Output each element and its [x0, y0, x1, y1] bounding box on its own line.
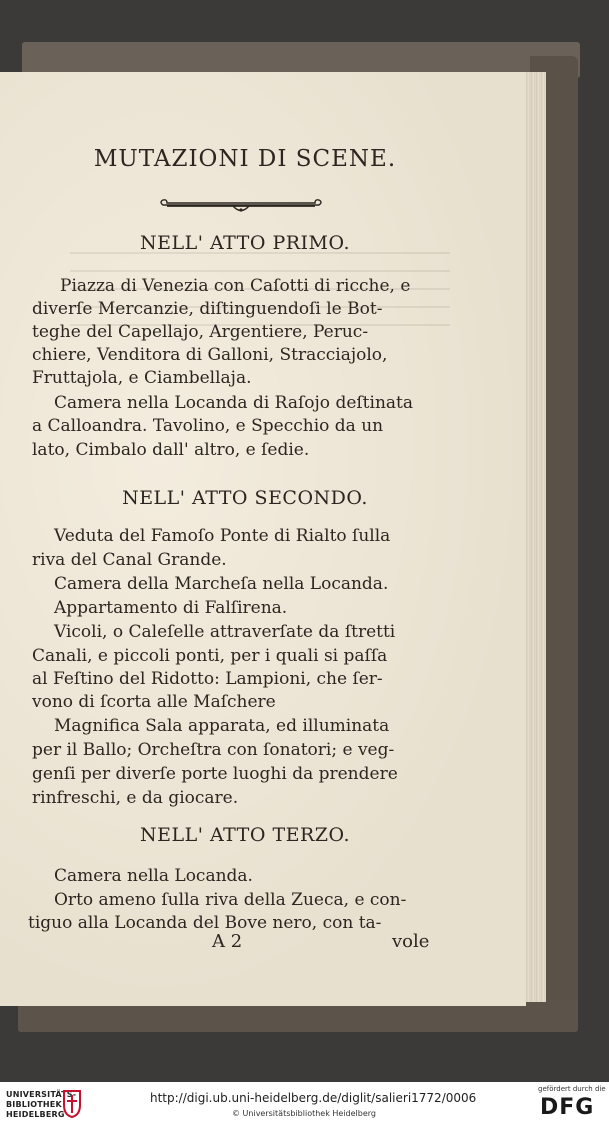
- catchword: vole: [392, 931, 430, 952]
- text-line: Camera della Marcheſa nella Locanda.: [54, 574, 389, 594]
- text-line: Vicoli, o Caleſelle attraverſate da ſtretti: [54, 622, 396, 642]
- text-line: al Feſtino del Ridotto: Lampioni, che ſer-: [32, 669, 383, 689]
- text-line: a Calloandra. Tavolino, e Specchio da un: [32, 416, 384, 436]
- text-line: Camera nella Locanda.: [54, 866, 253, 886]
- footer-bar: [0, 1082, 609, 1126]
- text-line: Orto ameno ſulla riva della Zueca, e con-: [54, 890, 407, 910]
- text-line: vono di ſcorta alle Maſchere: [32, 692, 276, 712]
- text-line: teghe del Capellajo, Argentiere, Peruc-: [32, 322, 369, 342]
- section-heading: NELL' ATTO SECONDO.: [122, 487, 368, 509]
- dfg-logo[interactable]: DFG: [540, 1095, 595, 1120]
- text-line: Magnifica Sala apparata, ed illuminata: [54, 716, 390, 736]
- ornament-divider-icon: [157, 197, 325, 217]
- text-line: chiere, Venditora di Galloni, Stracciajolo,: [32, 345, 388, 365]
- logo-line: HEIDELBERG: [6, 1110, 65, 1119]
- text-line: lato, Cimbalo dall' altro, e ſedie.: [32, 440, 310, 460]
- text-line: rinfreschi, e da giocare.: [32, 788, 239, 808]
- page-title: MUTAZIONI DI SCENE.: [93, 146, 397, 172]
- permalink-url[interactable]: http://digi.ub.uni-heidelberg.de/diglit/salieri1772/0006: [150, 1091, 477, 1105]
- text-line: Veduta del Famoſo Ponte di Rialto ſulla: [54, 526, 391, 546]
- text-line: per il Ballo; Orcheſtra con ſonatori; e veg-: [32, 740, 395, 760]
- text-line: Fruttajola, e Ciambellaja.: [32, 368, 252, 388]
- text-line: Camera nella Locanda di Raſojo deſtinata: [54, 393, 414, 413]
- signature-mark: A 2: [212, 931, 243, 952]
- text-line: riva del Canal Grande.: [32, 550, 227, 570]
- text-line: diverſe Mercanzie, diſtinguendoſi le Bot-: [32, 299, 383, 319]
- copyright-notice: © Universitätsbibliothek Heidelberg: [232, 1109, 377, 1118]
- logo-line: BIBLIOTHEK: [6, 1100, 62, 1109]
- section-heading: NELL' ATTO PRIMO.: [139, 232, 351, 254]
- logo-line: UNIVERSITÄTS-: [6, 1090, 77, 1099]
- text-line: genſi per diverſe porte luoghi da prendere: [32, 764, 398, 784]
- section-heading: NELL' ATTO TERZO.: [139, 824, 351, 846]
- university-seal-icon: [61, 1089, 83, 1119]
- text-line: Appartamento di Falſirena.: [54, 598, 288, 618]
- text-line: Piazza di Venezia con Caſotti di ricche, e: [60, 276, 411, 296]
- text-line: tiguo alla Locanda del Bove nero, con ta-: [28, 913, 382, 933]
- text-line: Canali, e piccoli ponti, per i quali si paſſa: [32, 646, 388, 666]
- dfg-funding-note: gefördert durch die: [538, 1085, 606, 1093]
